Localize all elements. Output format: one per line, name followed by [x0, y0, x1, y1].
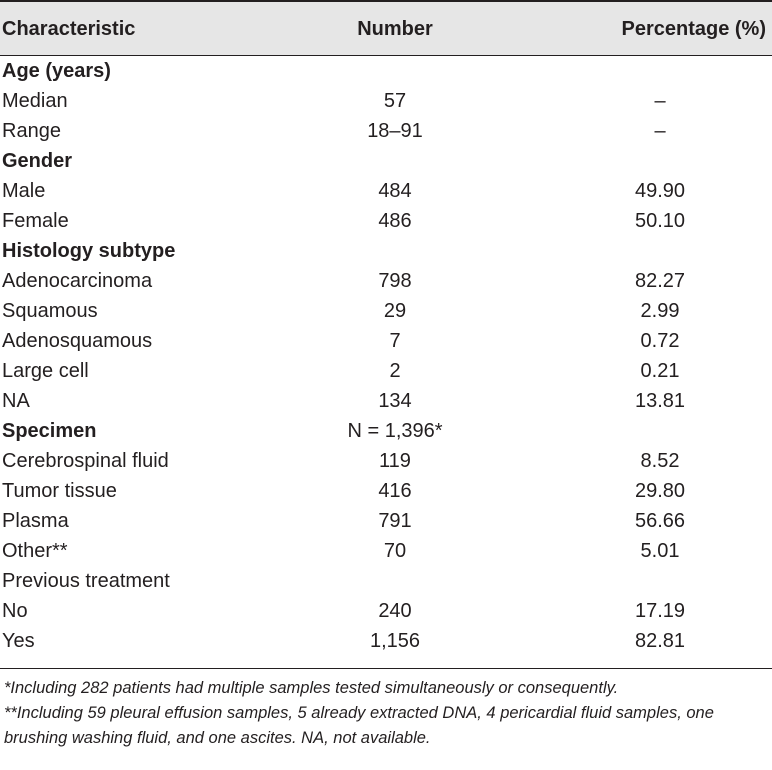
table-row: [0, 206, 772, 236]
row-number: 484: [378, 180, 412, 202]
row-number: 798: [378, 270, 412, 292]
table-row: [0, 446, 772, 476]
row-number: 70: [383, 540, 407, 562]
row-number: 57: [383, 90, 407, 112]
row-number: 486: [378, 210, 412, 232]
table-row: [0, 536, 772, 566]
row-label: Male: [2, 180, 46, 202]
row-label: Plasma: [2, 510, 69, 532]
table-row: [0, 266, 772, 296]
table-footnotes: [4, 676, 770, 751]
row-percentage: –: [654, 120, 666, 142]
row-label: Squamous: [2, 300, 98, 322]
row-label: Specimen: [2, 420, 97, 442]
table-bottom-rule: [0, 668, 772, 669]
row-label: Previous treatment: [2, 570, 170, 592]
header-number: Number: [357, 18, 433, 40]
table-row: [0, 356, 772, 386]
table-row: [0, 386, 772, 416]
row-percentage: 56.66: [634, 510, 686, 532]
row-label: NA: [2, 390, 30, 412]
row-percentage: 82.81: [634, 630, 686, 652]
table-row: [0, 116, 772, 146]
row-percentage: 17.19: [634, 600, 686, 622]
row-label: Adenosquamous: [2, 330, 153, 352]
footnote-2: **Including 59 pleural effusion samples, 5 already extracted DNA, 4 pericardial fluid samples, one brushing washing fluid, and one ascites. NA, not available.: [4, 704, 714, 747]
section-row: [0, 56, 772, 86]
row-label: Yes: [2, 630, 35, 652]
row-label: Large cell: [2, 360, 89, 382]
row-label: Tumor tissue: [2, 480, 117, 502]
table-row: [0, 506, 772, 536]
header-percentage: Percentage (%): [621, 18, 766, 40]
row-percentage: 29.80: [634, 480, 686, 502]
row-label: Female: [2, 210, 69, 232]
row-label: Cerebrospinal fluid: [2, 450, 169, 472]
row-percentage: 0.21: [640, 360, 680, 382]
row-number: 1,156: [369, 630, 421, 652]
table-row: [0, 86, 772, 116]
section-row: [0, 416, 772, 446]
row-number: 791: [378, 510, 412, 532]
header-characteristic: Characteristic: [2, 18, 136, 40]
table-row: [0, 566, 772, 596]
table-row: [0, 626, 772, 656]
table-header: [0, 0, 772, 56]
section-row: [0, 146, 772, 176]
row-number: 2: [389, 360, 401, 382]
table-row: [0, 476, 772, 506]
table-row: [0, 176, 772, 206]
row-percentage: 13.81: [634, 390, 686, 412]
row-number: 119: [379, 450, 411, 472]
row-percentage: 49.90: [634, 180, 686, 202]
table-row: [0, 326, 772, 356]
footnote-1: *Including 282 patients had multiple samples tested simultaneously or consequently.: [4, 679, 619, 697]
row-label: No: [2, 600, 28, 622]
row-percentage: 0.72: [640, 330, 680, 352]
row-percentage: 82.27: [634, 270, 686, 292]
row-number: 18–91: [367, 120, 423, 142]
row-number: 29: [383, 300, 407, 322]
row-label: Adenocarcinoma: [2, 270, 153, 292]
table-row: [0, 296, 772, 326]
row-number: 134: [378, 390, 412, 412]
section-row: [0, 236, 772, 266]
row-label: Histology subtype: [2, 240, 176, 262]
row-percentage: 50.10: [634, 210, 686, 232]
row-number: 7: [389, 330, 401, 352]
table-row: [0, 596, 772, 626]
row-percentage: 5.01: [640, 540, 680, 562]
row-label: Median: [2, 90, 68, 112]
row-percentage: –: [654, 90, 666, 112]
row-label: Range: [2, 120, 61, 142]
row-number: 416: [378, 480, 412, 502]
row-number: 240: [378, 600, 412, 622]
row-label: Gender: [2, 150, 73, 172]
row-label: Age (years): [2, 60, 111, 82]
row-percentage: 2.99: [640, 300, 680, 322]
table-body: [0, 56, 772, 656]
row-number: N = 1,396*: [347, 420, 443, 442]
row-label: Other**: [2, 540, 68, 562]
row-percentage: 8.52: [640, 450, 680, 472]
